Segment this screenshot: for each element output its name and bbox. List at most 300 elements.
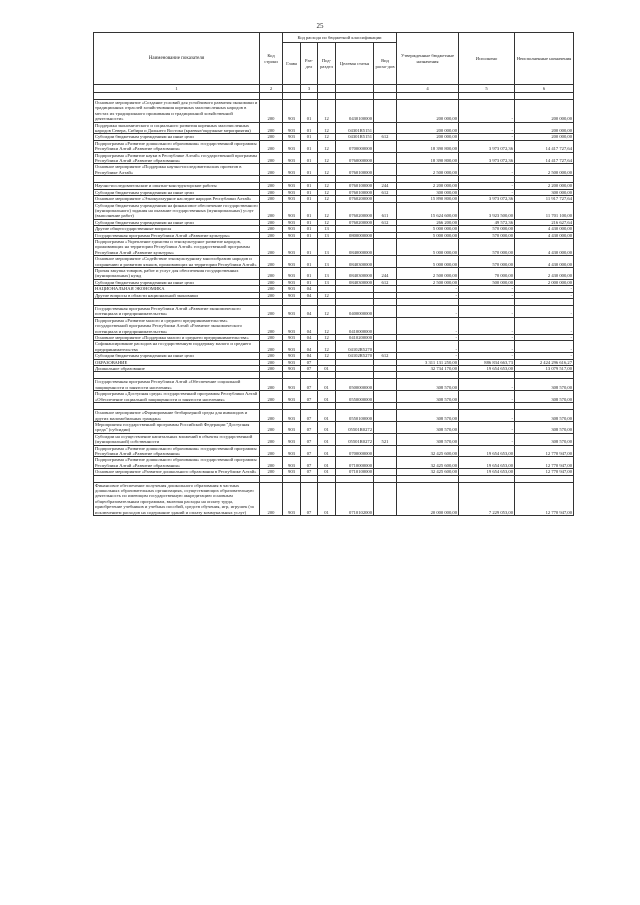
row-code: 200 bbox=[260, 292, 283, 298]
row-approved: 308 570,00 bbox=[397, 391, 459, 403]
row-unexecuted: 2 424 296 616,27 bbox=[515, 359, 574, 365]
row-expense-type bbox=[374, 100, 397, 123]
spacer-cell bbox=[283, 475, 301, 482]
row-name: Подпрограмма «Развитие дошкольного образования» государственной программы Республики Алтай «Развитие образования» bbox=[94, 140, 260, 152]
row-name: Субсидии бюджетным учреждениям на иные цели bbox=[94, 189, 260, 195]
row-code: 200 bbox=[260, 457, 283, 469]
table-row bbox=[94, 202, 574, 219]
spacer-cell bbox=[94, 93, 260, 100]
row-glava: 903 bbox=[283, 317, 301, 334]
row-expense-type: 244 bbox=[374, 183, 397, 189]
spacer-cell bbox=[260, 475, 283, 482]
row-approved: 32 425 600,00 bbox=[397, 445, 459, 457]
table-spacer-row bbox=[94, 372, 574, 379]
row-executed: 19 654 653,00 bbox=[459, 366, 515, 372]
row-approved: 32 734 170,00 bbox=[397, 366, 459, 372]
row-target-article: 0760200000 bbox=[336, 196, 374, 202]
row-unexecuted: 11 701 100,00 bbox=[515, 202, 574, 219]
row-razdel: 07 bbox=[301, 433, 318, 445]
row-executed: - bbox=[459, 286, 515, 292]
table-row bbox=[94, 238, 574, 255]
row-executed: 49 572,36 bbox=[459, 219, 515, 225]
row-name: Субсидии на осуществление капитальных вложений в объекты государственной (муниципальной) собственности bbox=[94, 433, 260, 445]
row-podrazdel: 01 bbox=[318, 421, 336, 433]
row-approved: 2 500 000,00 bbox=[397, 267, 459, 279]
row-unexecuted: - bbox=[515, 341, 574, 353]
row-podrazdel: 13 bbox=[318, 256, 336, 268]
spacer-cell bbox=[301, 93, 318, 100]
row-name: Подпрограмма «Укрепление единства и этнокультурное развитие народов, проживающих на территории Республики Алтай» государственной программы Республики Алтай «Развитие культуры» bbox=[94, 238, 260, 255]
row-approved: 15 624 600,00 bbox=[397, 202, 459, 219]
spacer-cell bbox=[260, 403, 283, 410]
spacer-cell bbox=[374, 299, 397, 306]
header-code: Код строки bbox=[260, 33, 283, 85]
row-code: 200 bbox=[260, 353, 283, 359]
row-executed: - bbox=[459, 306, 515, 318]
spacer-cell bbox=[459, 372, 515, 379]
row-code: 200 bbox=[260, 238, 283, 255]
row-unexecuted: 308 570,00 bbox=[515, 410, 574, 422]
table-spacer-row bbox=[94, 475, 574, 482]
row-code: 200 bbox=[260, 140, 283, 152]
budget-table bbox=[93, 32, 574, 516]
spacer-cell bbox=[283, 93, 301, 100]
spacer-cell bbox=[515, 176, 574, 183]
colnum-empty bbox=[318, 85, 336, 93]
spacer-cell bbox=[459, 299, 515, 306]
row-approved: 32 425 600,00 bbox=[397, 457, 459, 469]
row-glava: 903 bbox=[283, 267, 301, 279]
row-name: Субсидии бюджетным учреждениям на иные цели bbox=[94, 279, 260, 285]
row-glava: 903 bbox=[283, 306, 301, 318]
row-target-article: 0760100000 bbox=[336, 164, 374, 176]
table-row bbox=[94, 433, 574, 445]
row-target-article: 05501R0272 bbox=[336, 421, 374, 433]
row-glava: 903 bbox=[283, 140, 301, 152]
row-unexecuted: 12 770 947,00 bbox=[515, 457, 574, 469]
row-name: Прочая закупка товаров, работ и услуг для обеспечения государственных (муниципальных) нужд bbox=[94, 267, 260, 279]
row-unexecuted: - bbox=[515, 292, 574, 298]
row-executed: 500 000,00 bbox=[459, 279, 515, 285]
colnum-3: 3 bbox=[301, 85, 318, 93]
row-code: 200 bbox=[260, 183, 283, 189]
row-name: Государственная программа Республики Алтай «Обеспечение социальной защищенности и занятости населения» bbox=[94, 379, 260, 391]
row-code: 200 bbox=[260, 286, 283, 292]
row-executed: - bbox=[459, 335, 515, 341]
table-row bbox=[94, 256, 574, 268]
spacer-cell bbox=[283, 372, 301, 379]
row-podrazdel: 01 bbox=[318, 391, 336, 403]
row-target-article: 0400000000 bbox=[336, 306, 374, 318]
spacer-cell bbox=[336, 176, 374, 183]
row-podrazdel: 13 bbox=[318, 267, 336, 279]
row-name: Дошкольное образование bbox=[94, 366, 260, 372]
row-podrazdel: 12 bbox=[318, 219, 336, 225]
row-podrazdel: 12 bbox=[318, 202, 336, 219]
spacer-cell bbox=[260, 93, 283, 100]
row-approved: 308 570,00 bbox=[397, 410, 459, 422]
spacer-cell bbox=[301, 475, 318, 482]
row-approved: 5 000 000,00 bbox=[397, 232, 459, 238]
colnum-6: 6 bbox=[515, 85, 574, 93]
table-row bbox=[94, 410, 574, 422]
row-expense-type: 244 bbox=[374, 267, 397, 279]
row-approved: - bbox=[397, 292, 459, 298]
row-glava: 903 bbox=[283, 482, 301, 515]
row-glava: 903 bbox=[283, 469, 301, 475]
row-unexecuted: 200 000,00 bbox=[515, 100, 574, 123]
row-expense-type: 611 bbox=[374, 202, 397, 219]
row-razdel: 07 bbox=[301, 391, 318, 403]
row-approved: 32 425 600,00 bbox=[397, 469, 459, 475]
row-unexecuted: 4 430 000,00 bbox=[515, 238, 574, 255]
row-approved: - bbox=[397, 317, 459, 334]
row-name: Субсидии бюджетным учреждениям на иные цели bbox=[94, 353, 260, 359]
row-glava: 903 bbox=[283, 256, 301, 268]
row-executed: - bbox=[459, 421, 515, 433]
row-razdel: 01 bbox=[301, 189, 318, 195]
row-target-article: 0760200000 bbox=[336, 202, 374, 219]
spacer-cell bbox=[301, 176, 318, 183]
row-unexecuted: 12 770 947,00 bbox=[515, 445, 574, 457]
row-glava: 903 bbox=[283, 196, 301, 202]
spacer-cell bbox=[515, 372, 574, 379]
table-spacer-row bbox=[94, 299, 574, 306]
row-code: 200 bbox=[260, 134, 283, 140]
spacer-cell bbox=[336, 372, 374, 379]
row-executed: - bbox=[459, 164, 515, 176]
row-podrazdel: 12 bbox=[318, 152, 336, 164]
row-approved: 300 000,00 bbox=[397, 189, 459, 195]
row-expense-type bbox=[374, 238, 397, 255]
row-unexecuted: 13 079 517,00 bbox=[515, 366, 574, 372]
row-code: 200 bbox=[260, 482, 283, 515]
row-code: 200 bbox=[260, 335, 283, 341]
row-unexecuted: 2 430 000,00 bbox=[515, 267, 574, 279]
row-razdel: 01 bbox=[301, 202, 318, 219]
row-target-article: 0550100000 bbox=[336, 410, 374, 422]
row-name: Основное мероприятие «Поддержка малого и среднего предпринимательства» bbox=[94, 335, 260, 341]
row-expense-type bbox=[374, 341, 397, 353]
row-approved: 266 200,00 bbox=[397, 219, 459, 225]
row-glava: 903 bbox=[283, 341, 301, 353]
row-razdel: 01 bbox=[301, 122, 318, 134]
row-glava: 903 bbox=[283, 226, 301, 232]
table-row bbox=[94, 122, 574, 134]
row-name: Подпрограмма «Развитие науки в Республике Алтай» государственной программы Республики Алтай «Развитие образования» bbox=[94, 152, 260, 164]
row-glava: 903 bbox=[283, 286, 301, 292]
table-spacer-row bbox=[94, 403, 574, 410]
header-expense-type: Вид расхо-дов bbox=[374, 43, 397, 85]
row-unexecuted: - bbox=[515, 306, 574, 318]
row-approved: - bbox=[397, 341, 459, 353]
row-razdel: 07 bbox=[301, 469, 318, 475]
row-glava: 903 bbox=[283, 189, 301, 195]
row-expense-type: 612 bbox=[374, 279, 397, 285]
row-podrazdel: 13 bbox=[318, 226, 336, 232]
row-expense-type: 612 bbox=[374, 353, 397, 359]
spacer-cell bbox=[515, 475, 574, 482]
row-expense-type bbox=[374, 122, 397, 134]
row-approved: - bbox=[397, 306, 459, 318]
spacer-cell bbox=[260, 299, 283, 306]
row-unexecuted: 4 430 000,00 bbox=[515, 256, 574, 268]
row-target-article: 0760100000 bbox=[336, 189, 374, 195]
row-expense-type bbox=[374, 306, 397, 318]
header-target-article: Целевая статья bbox=[336, 43, 374, 85]
row-razdel: 07 bbox=[301, 410, 318, 422]
spacer-cell bbox=[336, 299, 374, 306]
row-razdel: 04 bbox=[301, 286, 318, 292]
row-approved: 2 500 000,00 bbox=[397, 164, 459, 176]
colnum-5: 5 bbox=[459, 85, 515, 93]
row-podrazdel: 13 bbox=[318, 279, 336, 285]
spacer-cell bbox=[301, 299, 318, 306]
row-name: Государственная программа Республики Алтай «Развитие культуры» bbox=[94, 232, 260, 238]
row-unexecuted: - bbox=[515, 317, 574, 334]
row-approved: 308 570,00 bbox=[397, 433, 459, 445]
row-target-article: 0700000000 bbox=[336, 140, 374, 152]
row-name: Основное мероприятие «Создание условий для устойчивого развития экономики и традиционных отраслей хозяйствования коренных малочисленных народов в местах их традиционного проживания и традиционной хозяйственной деятельности» bbox=[94, 100, 260, 123]
row-razdel: 04 bbox=[301, 353, 318, 359]
row-glava: 903 bbox=[283, 100, 301, 123]
row-code: 200 bbox=[260, 366, 283, 372]
row-code: 200 bbox=[260, 196, 283, 202]
row-approved: 308 570,00 bbox=[397, 421, 459, 433]
spacer-cell bbox=[301, 372, 318, 379]
row-executed: 570 000,00 bbox=[459, 256, 515, 268]
table-row bbox=[94, 457, 574, 469]
row-approved: 5 000 000,00 bbox=[397, 238, 459, 255]
row-razdel: 04 bbox=[301, 292, 318, 298]
row-name: Подпрограмма «Развитие дошкольного образования» государственной программы Республики Алтай «Развитие образования» bbox=[94, 445, 260, 457]
header-unexecuted: Неисполненные назначения bbox=[515, 33, 574, 85]
row-glava: 903 bbox=[283, 219, 301, 225]
spacer-cell bbox=[94, 372, 260, 379]
row-glava: 903 bbox=[283, 366, 301, 372]
spacer-cell bbox=[515, 299, 574, 306]
row-razdel: 01 bbox=[301, 279, 318, 285]
row-approved: 18 390 800,00 bbox=[397, 152, 459, 164]
spacer-cell bbox=[94, 403, 260, 410]
spacer-cell bbox=[94, 299, 260, 306]
spacer-cell bbox=[260, 176, 283, 183]
row-unexecuted: 14 417 727,64 bbox=[515, 140, 574, 152]
spacer-cell bbox=[318, 475, 336, 482]
row-executed: 70 000,00 bbox=[459, 267, 515, 279]
row-podrazdel: 01 bbox=[318, 469, 336, 475]
row-executed: 19 654 653,00 bbox=[459, 445, 515, 457]
row-executed: - bbox=[459, 379, 515, 391]
row-unexecuted: 200 000,00 bbox=[515, 134, 574, 140]
row-expense-type bbox=[374, 317, 397, 334]
row-target-article: 0840000000 bbox=[336, 238, 374, 255]
row-unexecuted: 4 430 000,00 bbox=[515, 226, 574, 232]
row-code: 200 bbox=[260, 152, 283, 164]
row-target-article: 0840300000 bbox=[336, 256, 374, 268]
row-razdel: 07 bbox=[301, 366, 318, 372]
row-razdel: 01 bbox=[301, 232, 318, 238]
row-razdel: 01 bbox=[301, 140, 318, 152]
spacer-cell bbox=[318, 403, 336, 410]
row-razdel: 01 bbox=[301, 238, 318, 255]
row-podrazdel: 12 bbox=[318, 306, 336, 318]
row-approved: 2 500 000,00 bbox=[397, 279, 459, 285]
spacer-cell bbox=[94, 176, 260, 183]
row-podrazdel: 12 bbox=[318, 353, 336, 359]
row-razdel: 01 bbox=[301, 219, 318, 225]
row-razdel: 07 bbox=[301, 457, 318, 469]
table-spacer-row bbox=[94, 176, 574, 183]
row-target-article: 0840300000 bbox=[336, 279, 374, 285]
row-expense-type bbox=[374, 391, 397, 403]
row-target-article: 0800000000 bbox=[336, 232, 374, 238]
row-expense-type bbox=[374, 445, 397, 457]
row-unexecuted: - bbox=[515, 335, 574, 341]
row-name: Субсидии бюджетным учреждениям на финансовое обеспечение государственного (муниципального) задания на оказание государственных (муниципальных) услуг (выполнение работ) bbox=[95, 202, 258, 219]
row-expense-type bbox=[374, 140, 397, 152]
spacer-cell bbox=[374, 93, 397, 100]
row-code: 200 bbox=[260, 226, 283, 232]
row-glava: 903 bbox=[283, 410, 301, 422]
header-razdel: Раз-дел bbox=[301, 43, 318, 85]
row-approved: 20 000 000,00 bbox=[397, 482, 459, 515]
row-expense-type bbox=[374, 421, 397, 433]
row-razdel: 07 bbox=[301, 359, 318, 365]
row-name: Основное мероприятие «Развитие дошкольного образования в Республике Алтай» bbox=[94, 469, 260, 475]
row-razdel: 04 bbox=[301, 306, 318, 318]
spacer-cell bbox=[459, 176, 515, 183]
row-code: 200 bbox=[260, 391, 283, 403]
row-glava: 903 bbox=[283, 164, 301, 176]
row-razdel: 04 bbox=[301, 335, 318, 341]
row-unexecuted: 300 000,00 bbox=[515, 189, 574, 195]
table-row bbox=[94, 379, 574, 391]
row-glava: 903 bbox=[283, 134, 301, 140]
row-glava: 903 bbox=[283, 279, 301, 285]
row-executed: - bbox=[459, 189, 515, 195]
row-glava: 903 bbox=[283, 391, 301, 403]
row-target-article: 0500000000 bbox=[336, 379, 374, 391]
row-executed: 3 973 072,36 bbox=[459, 152, 515, 164]
row-executed: - bbox=[459, 410, 515, 422]
row-code: 200 bbox=[260, 232, 283, 238]
table-row bbox=[94, 164, 574, 176]
spacer-cell bbox=[318, 372, 336, 379]
row-target-article: 0760200000 bbox=[336, 219, 374, 225]
row-glava: 903 bbox=[283, 202, 301, 219]
table-row bbox=[94, 140, 574, 152]
row-executed: 886 834 663,73 bbox=[459, 359, 515, 365]
row-unexecuted: 4 430 000,00 bbox=[515, 232, 574, 238]
row-unexecuted: 200 000,00 bbox=[515, 122, 574, 134]
row-expense-type bbox=[374, 152, 397, 164]
row-executed: 3 923 500,00 bbox=[459, 202, 515, 219]
row-glava: 903 bbox=[283, 445, 301, 457]
row-code: 200 bbox=[260, 317, 283, 334]
row-target-article: 0710100000 bbox=[336, 469, 374, 475]
row-code: 200 bbox=[260, 189, 283, 195]
row-podrazdel: 01 bbox=[318, 445, 336, 457]
row-glava: 903 bbox=[283, 292, 301, 298]
row-unexecuted: 2 500 000,00 bbox=[515, 164, 574, 176]
row-executed: 7 229 053,00 bbox=[459, 482, 515, 515]
row-executed: - bbox=[459, 183, 515, 189]
spacer-cell bbox=[374, 475, 397, 482]
row-podrazdel: 13 bbox=[318, 232, 336, 238]
page-number: 25 bbox=[316, 22, 324, 30]
row-name: Субсидии бюджетным учреждениям на иные цели bbox=[94, 219, 260, 225]
table-row bbox=[94, 445, 574, 457]
row-target-article: 05501R0272 bbox=[336, 433, 374, 445]
row-executed: - bbox=[459, 292, 515, 298]
row-glava: 903 bbox=[283, 353, 301, 359]
row-unexecuted: 308 570,00 bbox=[515, 391, 574, 403]
row-podrazdel: 12 bbox=[318, 183, 336, 189]
row-approved: 15 890 800,00 bbox=[397, 196, 459, 202]
row-code: 200 bbox=[260, 341, 283, 353]
row-approved: 200 000,00 bbox=[397, 100, 459, 123]
budget-table-wrapper bbox=[93, 32, 573, 516]
row-code: 200 bbox=[260, 445, 283, 457]
row-expense-type: 612 bbox=[374, 219, 397, 225]
spacer-cell bbox=[374, 372, 397, 379]
row-podrazdel: 12 bbox=[318, 189, 336, 195]
spacer-cell bbox=[260, 372, 283, 379]
row-name: Субсидии бюджетным учреждениям на иные цели bbox=[94, 134, 260, 140]
row-executed: - bbox=[459, 433, 515, 445]
row-podrazdel: 01 bbox=[318, 366, 336, 372]
row-expense-type bbox=[374, 410, 397, 422]
row-code: 200 bbox=[260, 306, 283, 318]
row-approved: - bbox=[397, 353, 459, 359]
table-row bbox=[94, 100, 574, 123]
header-podrazdel: Под-раздел bbox=[318, 43, 336, 85]
spacer-cell bbox=[283, 403, 301, 410]
row-expense-type bbox=[374, 379, 397, 391]
row-approved: 200 000,00 bbox=[397, 122, 459, 134]
spacer-cell bbox=[397, 403, 459, 410]
row-code: 200 bbox=[260, 267, 283, 279]
table-row bbox=[94, 317, 574, 334]
row-name: Подпрограмма «Развитие дошкольного образования» государственной программы Республики Алтай «Развитие образования» bbox=[94, 457, 260, 469]
row-unexecuted: 308 570,00 bbox=[515, 433, 574, 445]
header-glava: Глава bbox=[283, 43, 301, 85]
row-executed: 570 000,00 bbox=[459, 226, 515, 232]
row-target-article: 0410000000 bbox=[336, 317, 374, 334]
row-unexecuted: 2 200 000,00 bbox=[515, 183, 574, 189]
row-podrazdel: 12 bbox=[318, 164, 336, 176]
row-target-article: 0760000000 bbox=[336, 152, 374, 164]
row-name: Подпрограмма «Развитие малого и среднего предпринимательства» государственной программы Республики Алтай «Развитие экономического потенциала и предпринимательства» bbox=[94, 317, 260, 334]
colnum-empty bbox=[374, 85, 397, 93]
table-row bbox=[94, 391, 574, 403]
row-expense-type: 521 bbox=[374, 433, 397, 445]
row-approved: 200 000,00 bbox=[397, 134, 459, 140]
row-razdel: 07 bbox=[301, 421, 318, 433]
row-approved: - bbox=[397, 286, 459, 292]
header-executed: Исполнено bbox=[459, 33, 515, 85]
row-name: Другие общегосударственные вопросы bbox=[94, 226, 260, 232]
row-glava: 903 bbox=[283, 238, 301, 255]
spacer-cell bbox=[318, 299, 336, 306]
row-razdel: 04 bbox=[301, 317, 318, 334]
row-executed: 19 654 653,00 bbox=[459, 457, 515, 469]
spacer-cell bbox=[336, 93, 374, 100]
row-name: Мероприятия государственной программы Российской Федерации "Доступная среда" (субсидии) bbox=[94, 421, 260, 433]
row-glava: 903 bbox=[283, 183, 301, 189]
table-row bbox=[94, 267, 574, 279]
